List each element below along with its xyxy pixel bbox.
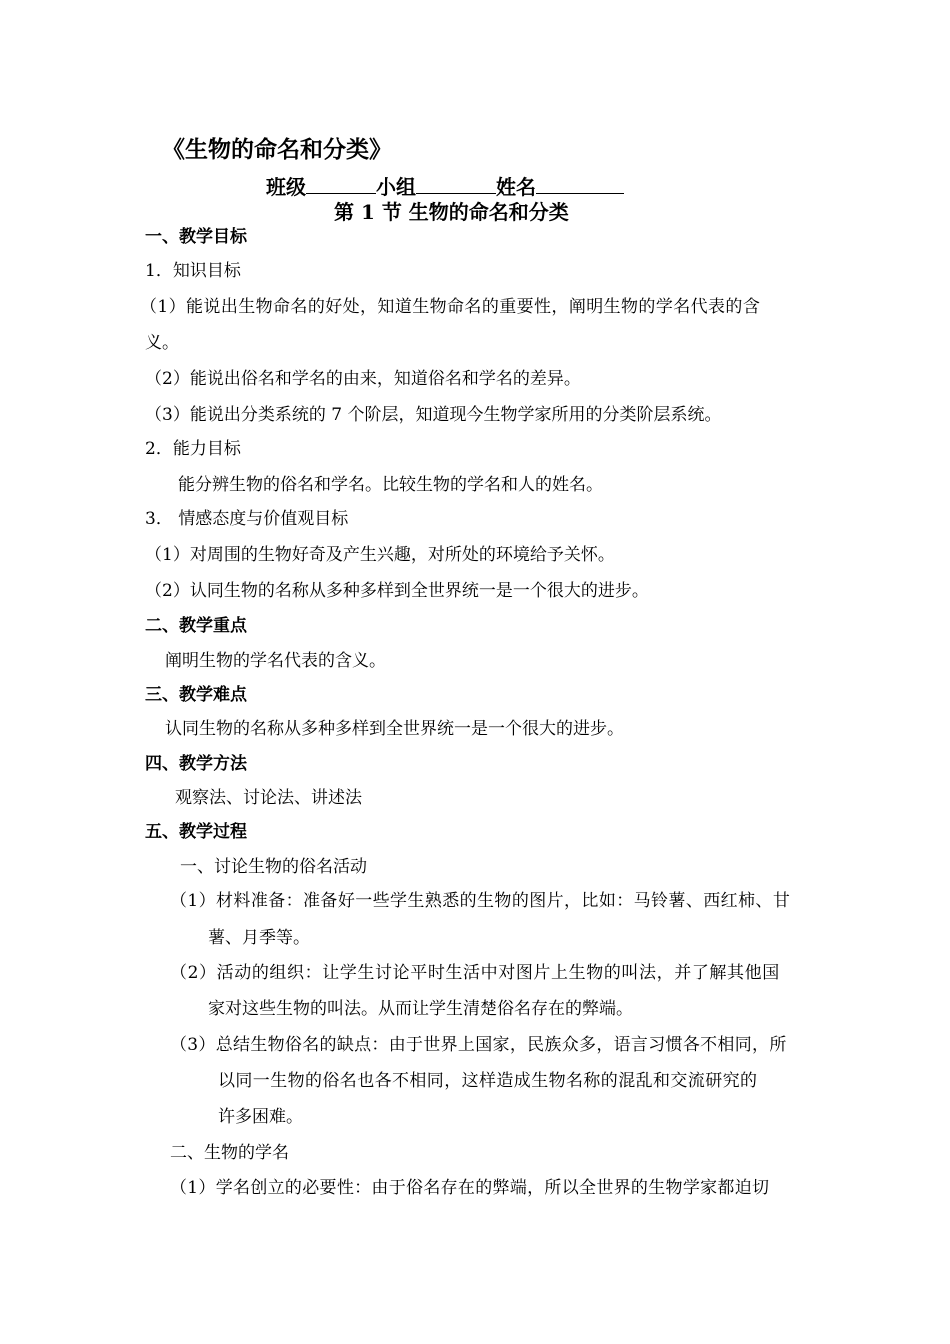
subheading-attitude: 3． 情感态度与价值观目标	[145, 509, 349, 529]
paragraph-line: 义。	[145, 333, 179, 353]
header-info-line	[266, 173, 624, 200]
subheading-scientific-names: 二、生物的学名	[170, 1143, 289, 1163]
document-title: 《生物的命名和分类》	[162, 136, 392, 163]
subheading-ability: 2．能力目标	[145, 439, 241, 459]
paragraph-line: （1）能说出生物命名的好处，知道生物命名的重要性，阐明生物的学名代表的含	[140, 297, 761, 317]
paragraph-line: 家对这些生物的叫法。从而让学生清楚俗名存在的弊端。	[208, 999, 633, 1019]
paragraph-line: 观察法、讨论法、讲述法	[175, 788, 362, 808]
subheading-knowledge: 1．知识目标	[145, 261, 241, 281]
paragraph-line: （2）能说出俗名和学名的由来，知道俗名和学名的差异。	[145, 369, 581, 389]
paragraph-line: 能分辨生物的俗名和学名。比较生物的学名和人的姓名。	[178, 475, 603, 495]
heading-objectives: 一、教学目标	[145, 227, 247, 247]
paragraph-line: （2）认同生物的名称从多种多样到全世界统一是一个很大的进步。	[145, 581, 649, 601]
heading-methods: 四、教学方法	[145, 754, 247, 774]
paragraph-line: 认同生物的名称从多种多样到全世界统一是一个很大的进步。	[165, 719, 624, 739]
paragraph-line: 许多困难。	[218, 1107, 303, 1127]
class-label: 班级	[266, 175, 306, 199]
paragraph-line: （3）总结生物俗名的缺点：由于世界上国家，民族众多，语言习惯各不相同，所	[170, 1035, 787, 1055]
paragraph-line: （3）能说出分类系统的 7 个阶层，知道现今生物学家所用的分类阶层系统。	[145, 405, 722, 425]
paragraph-line: （1）学名创立的必要性：由于俗名存在的弊端，所以全世界的生物学家都迫切	[170, 1178, 770, 1198]
group-label: 小组	[376, 175, 416, 199]
paragraph-line: （1）对周围的生物好奇及产生兴趣，对所处的环境给予关怀。	[145, 545, 615, 565]
paragraph-line: 薯、月季等。	[208, 928, 310, 948]
heading-process: 五、教学过程	[145, 822, 247, 842]
paragraph-line: 以同一生物的俗名也各不相同，这样造成生物名称的混乱和交流研究的	[218, 1071, 758, 1091]
name-blank	[536, 173, 624, 194]
name-label: 姓名	[496, 175, 536, 199]
class-blank	[306, 173, 376, 194]
section-title: 第 1 节 生物的命名和分类	[334, 200, 569, 224]
heading-key-points: 二、教学重点	[145, 616, 247, 636]
subheading-common-names: 一、讨论生物的俗名活动	[180, 857, 367, 877]
heading-difficulties: 三、教学难点	[145, 685, 247, 705]
group-blank	[416, 173, 496, 194]
paragraph-line: 阐明生物的学名代表的含义。	[165, 651, 386, 671]
paragraph-line: （1）材料准备：准备好一些学生熟悉的生物的图片，比如：马铃薯、西红柿、甘	[170, 891, 791, 911]
paragraph-line: （2）活动的组织：让学生讨论平时生活中对图片上生物的叫法，并了解其他国	[170, 963, 780, 983]
